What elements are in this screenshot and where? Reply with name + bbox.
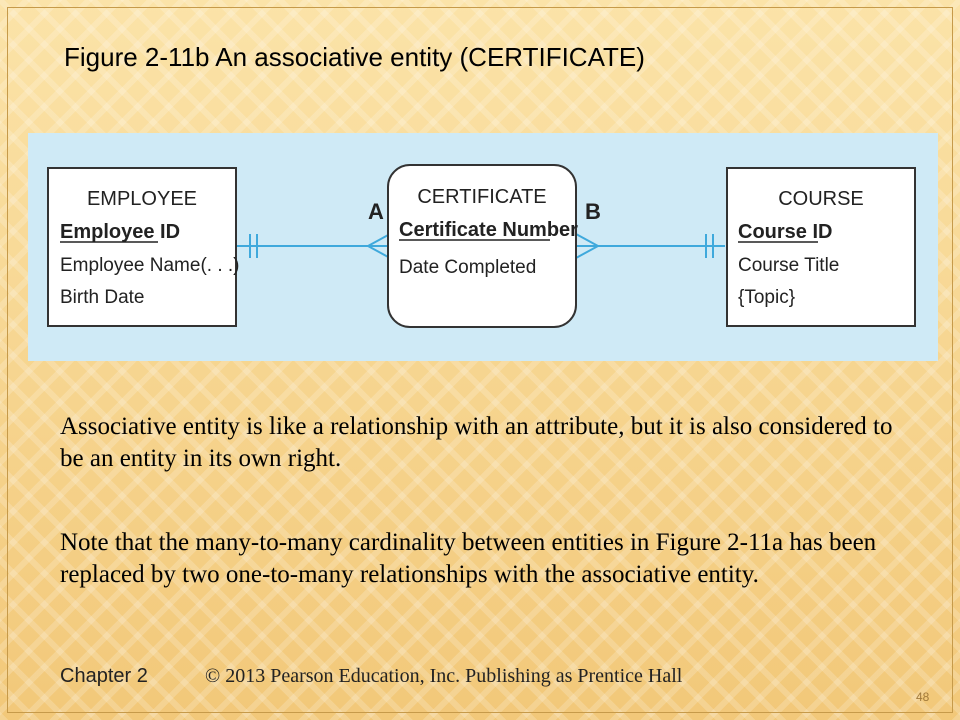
entity-course-attribute: {Topic} [738, 287, 796, 308]
er-diagram [28, 133, 938, 361]
page-number: 48 [916, 690, 930, 704]
entity-employee-name: EMPLOYEE [86, 188, 198, 210]
entity-course-attribute: Course Title [738, 255, 840, 276]
entity-certificate [388, 165, 578, 327]
relationship-label-a: A [368, 199, 384, 224]
footer-copyright: © 2013 Pearson Education, Inc. Publishing as Prentice Hall [205, 665, 683, 687]
paragraph-associative-entity: Associative entity is like a relationship with an attribute, but it is also considered to be an entity in its own right. [60, 413, 893, 472]
entity-course-name: COURSE [778, 188, 864, 210]
relationship-label-b: B [585, 199, 601, 224]
entity-employee-attribute: Employee Name(. . .) [60, 255, 240, 276]
entity-course [727, 168, 915, 326]
entity-course-key: Course ID [738, 221, 833, 243]
entity-certificate-key: Certificate Number [399, 219, 578, 241]
entity-certificate-attribute: Date Completed [399, 257, 537, 278]
entity-employee-attribute: Birth Date [60, 287, 145, 308]
entity-employee [48, 168, 240, 326]
page-title: Figure 2-11b An associative entity (CERTIFICATE) [64, 42, 645, 72]
entity-employee-key: Employee ID [60, 221, 181, 243]
footer-chapter: Chapter 2 [60, 665, 148, 687]
paragraph-cardinality-note: Note that the many-to-many cardinality between entities in Figure 2-11a has been replaced by two one-to-many relationships with the associative entity. [60, 529, 877, 588]
entity-certificate-name: CERTIFICATE [417, 186, 547, 208]
er-diagram-panel [28, 133, 938, 361]
